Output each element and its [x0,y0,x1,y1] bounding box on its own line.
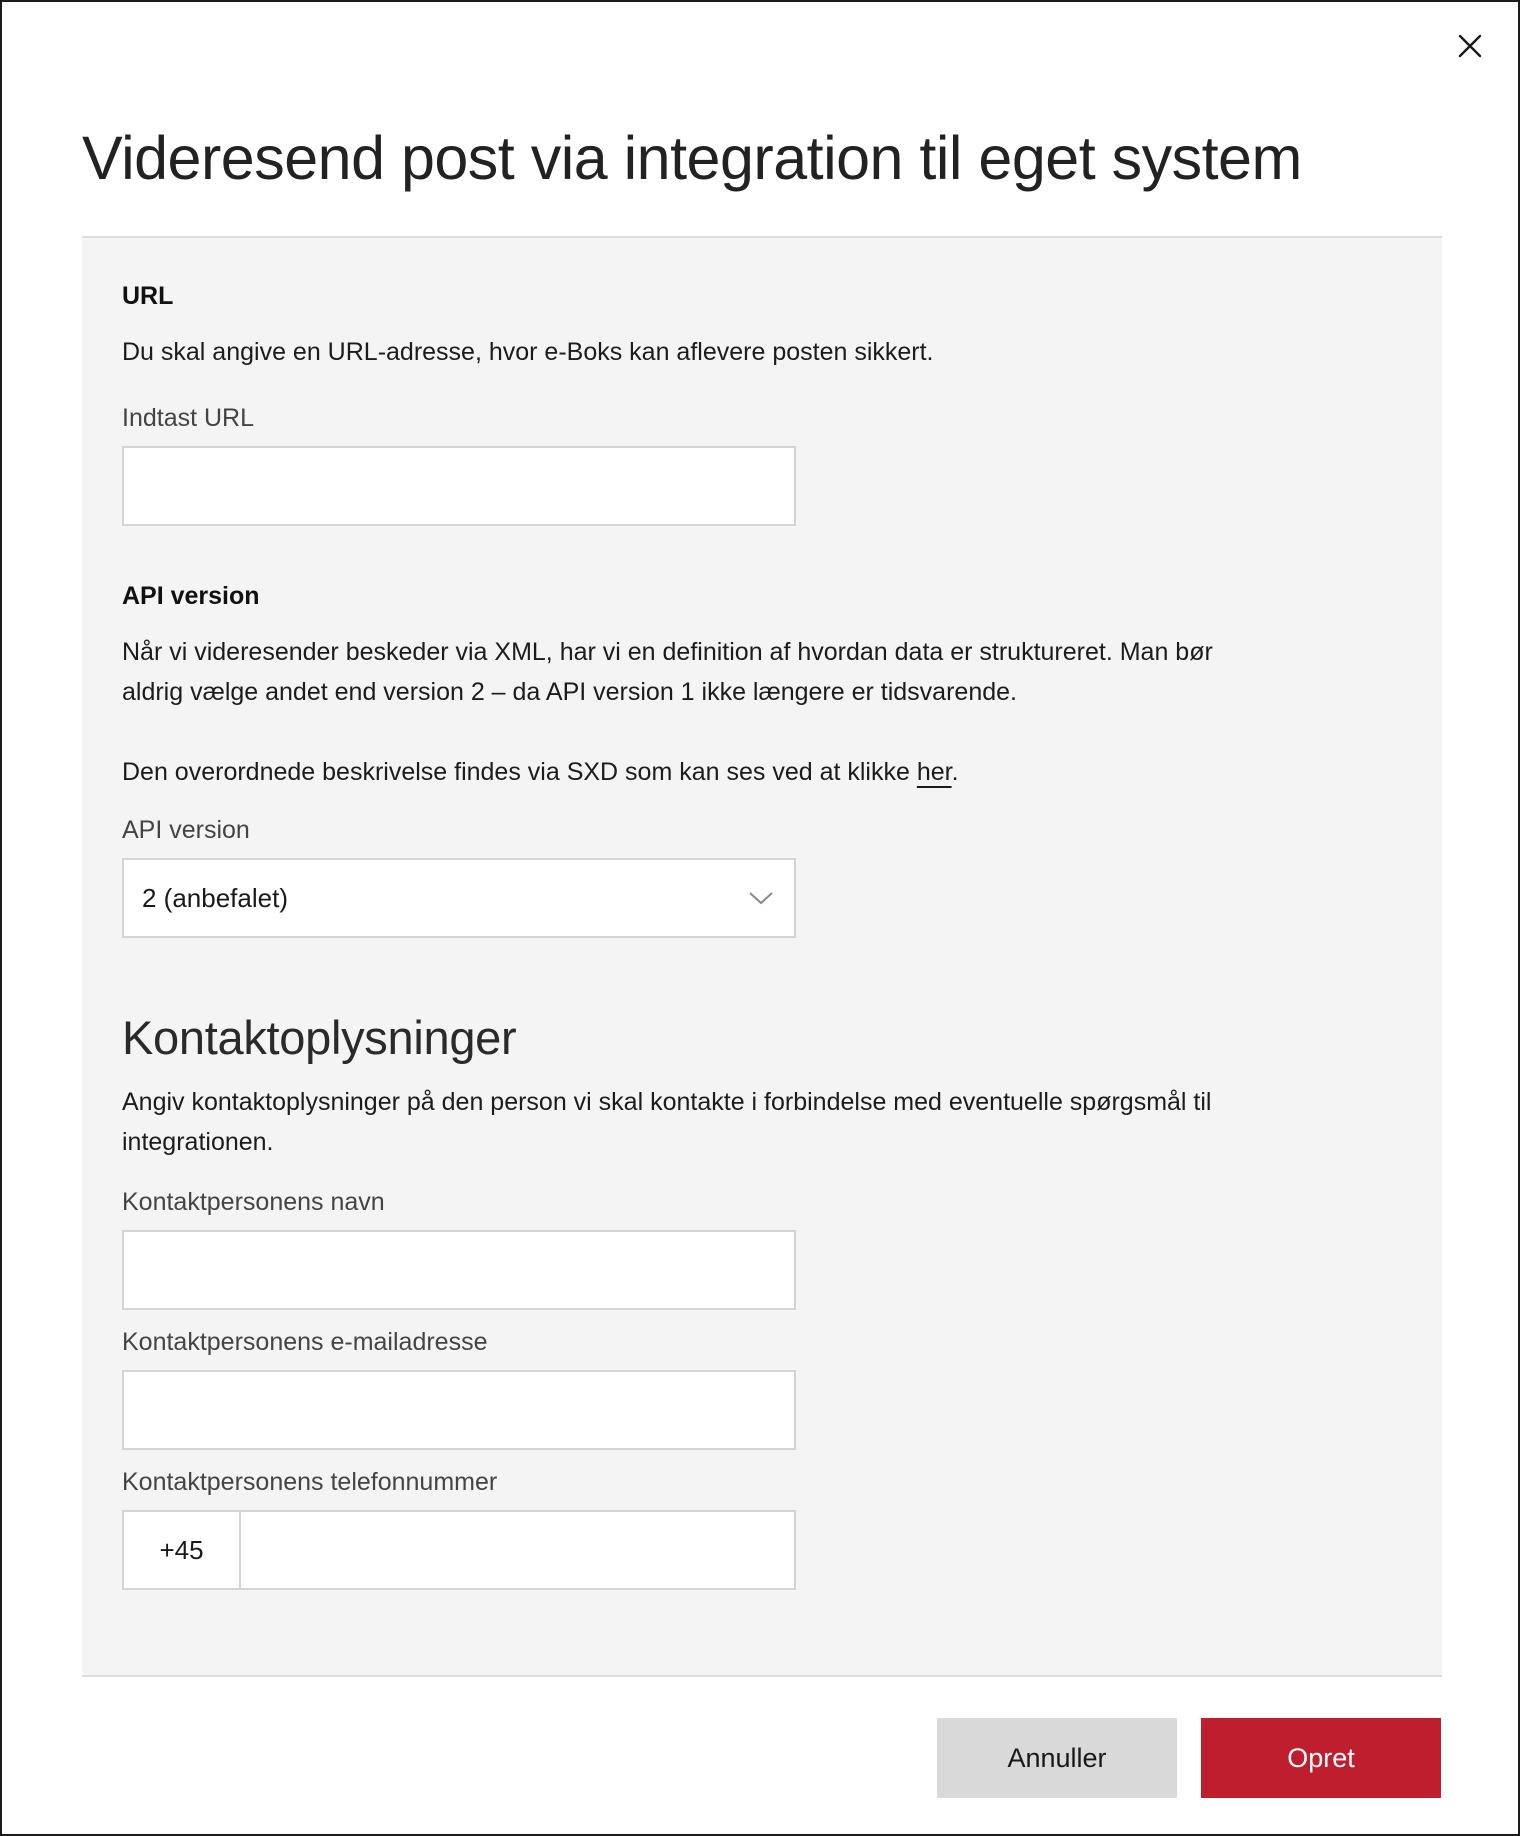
cancel-button[interactable]: Annuller [937,1718,1177,1798]
submit-button[interactable]: Opret [1201,1718,1441,1798]
url-heading: URL [122,282,174,310]
api-select-label: API version [122,816,250,844]
api-description-line1: Når vi videresender beskeder via XML, har vi en definition af hvordan data er struktureret. Man bør [122,638,1213,666]
close-button[interactable] [1452,28,1488,64]
contact-email-label: Kontaktpersonens e-mailadresse [122,1328,488,1356]
url-input[interactable] [122,446,796,526]
sxd-suffix: . [951,758,959,786]
dialog-title: Videresend post via integration til eget system [82,124,1302,192]
contact-email-input[interactable] [122,1370,796,1450]
contact-name-label: Kontaktpersonens navn [122,1188,385,1216]
phone-country-prefix[interactable]: +45 [124,1512,241,1588]
sxd-link[interactable]: her [916,758,952,786]
contact-section-title: Kontaktoplysninger [122,1011,517,1064]
sxd-text: Den overordnede beskrivelse findes via SXD som kan ses ved at klikke [122,758,910,786]
form-panel [82,236,1442,1677]
contact-description-line1: Angiv kontaktoplysninger på den person vi skal kontakte i forbindelse med eventuelle spørgsmål til [122,1088,1212,1116]
api-version-value: 2 (anbefalet) [142,882,288,913]
contact-phone-field [122,1510,796,1590]
contact-phone-input[interactable] [241,1512,794,1588]
sxd-description [122,752,959,792]
url-description: Du skal angive en URL-adresse, hvor e-Boks kan aflevere posten sikkert. [122,338,934,366]
api-version-select[interactable] [122,858,796,938]
contact-description-line2: integrationen. [122,1128,274,1156]
contact-name-input[interactable] [122,1230,796,1310]
close-icon [1458,34,1482,58]
api-heading: API version [122,582,260,610]
api-description-line2: aldrig vælge andet end version 2 – da API version 1 ikke længere er tidsvarende. [122,678,1017,706]
url-field-label: Indtast URL [122,404,255,432]
contact-phone-label: Kontaktpersonens telefonnummer [122,1468,498,1496]
chevron-down-icon [748,890,774,906]
